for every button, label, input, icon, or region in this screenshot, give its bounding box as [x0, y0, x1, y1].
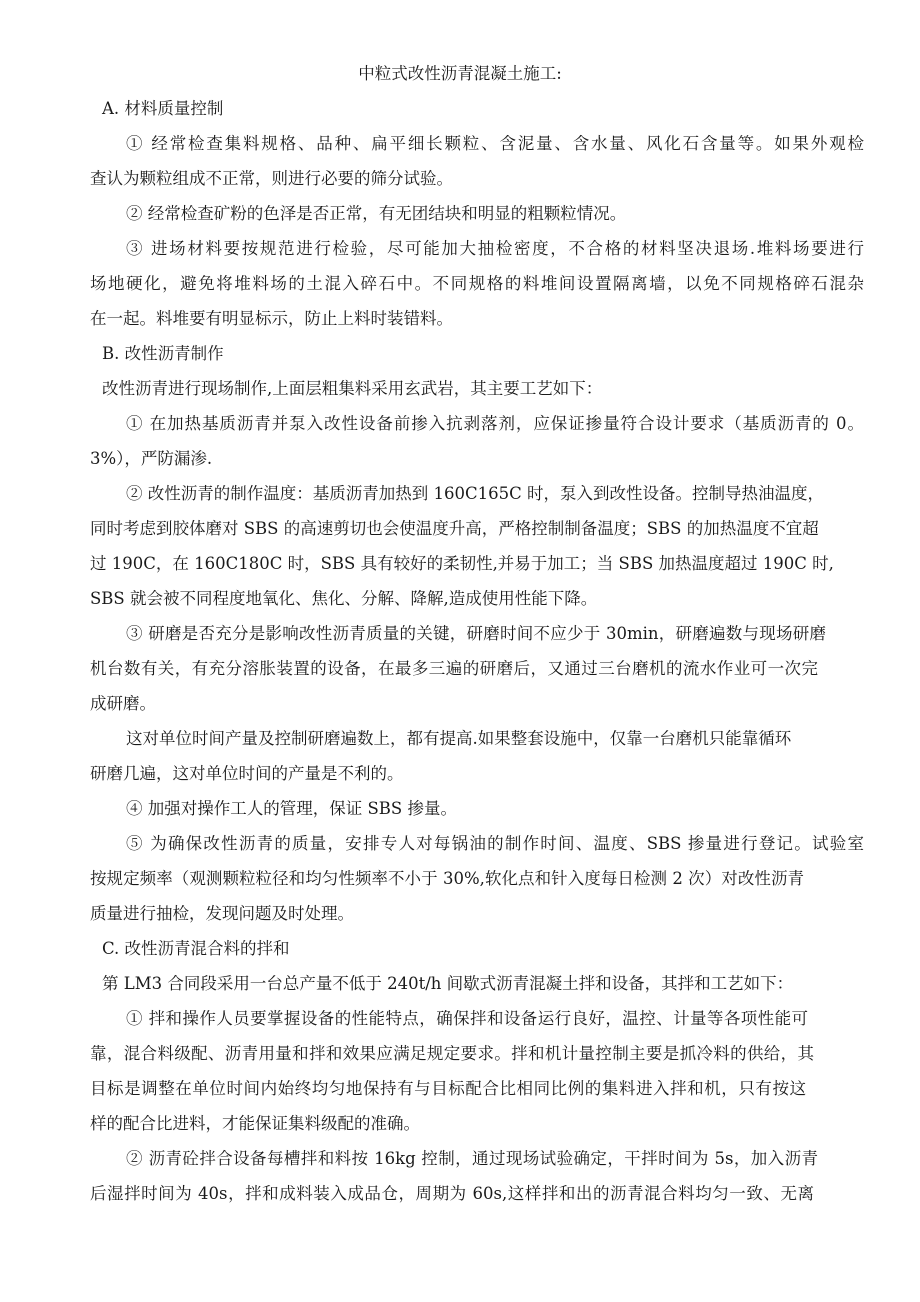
paragraph-line: 目标是调整在单位时间内始终均匀地保持有与目标配合比相同比例的集料进入拌和机，只有按这	[90, 1079, 806, 1098]
paragraph-line: 改性沥青进行现场制作,上面层粗集料采用玄武岩，其主要工艺如下：	[102, 379, 603, 398]
paragraph-line: ② 经常检查矿粉的色泽是否正常，有无团结块和明显的粗颗粒情况。	[126, 204, 627, 223]
paragraph-line: SBS 就会被不同程度地氧化、焦化、分解、降解,造成使用性能下降。	[90, 589, 598, 608]
paragraph-line: 这对单位时间产量及控制研磨遍数上，都有提高.如果整套设施中，仅靠一台磨机只能靠循环	[126, 729, 792, 748]
paragraph-line: ② 改性沥青的制作温度：基质沥青加热到 160C165C 时，泵入到改性设备。控制导热油温度，	[126, 484, 824, 503]
document-title: 中粒式改性沥青混凝土施工:	[358, 64, 562, 83]
paragraph-line: ① 在加热基质沥青并泵入改性设备前掺入抗剥落剂，应保证掺量符合设计要求（基质沥青的 0。	[126, 414, 864, 433]
paragraph-line: 同时考虑到胶体磨对 SBS 的高速剪切也会使温度升高，严格控制制备温度；SBS 的加热温度不宜超	[90, 519, 819, 538]
paragraph-line: 研磨几遍，这对单位时间的产量是不利的。	[90, 764, 404, 783]
paragraph-line: 靠，混合料级配、沥青用量和拌和效果应满足规定要求。拌和机计量控制主要是抓冷料的供给，其	[90, 1044, 814, 1063]
paragraph-line: ⑤ 为确保改性沥青的质量，安排专人对每锅油的制作时间、温度、SBS 掺量进行登记。试验室	[126, 834, 864, 853]
paragraph-line: ③ 进场材料要按规范进行检验，尽可能加大抽检密度，不合格的材料坚决退场.堆料场要进行	[126, 239, 864, 258]
paragraph-line: 第 LM3 合同段采用一台总产量不低于 240t/h 间歇式沥青混凝土拌和设备，其拌和工艺如下：	[102, 974, 794, 993]
paragraph-line: 在一起。料堆要有明显标示，防止上料时装错料。	[90, 309, 453, 328]
paragraph-line: ① 拌和操作人员要掌握设备的性能特点，确保拌和设备运行良好，温控、计量等各项性能可	[126, 1009, 808, 1028]
paragraph-line: 样的配合比进料，才能保证集料级配的准确。	[90, 1114, 420, 1133]
paragraph-line: 按规定频率（观测颗粒粒径和均匀性频率不小于 30%,软化点和针入度每日检测 2 次）对改性沥青	[90, 869, 804, 888]
paragraph-line: B. 改性沥青制作	[102, 344, 224, 363]
paragraph-line: 成研磨。	[90, 694, 156, 713]
paragraph-line: ③ 研磨是否充分是影响改性沥青质量的关键，研磨时间不应少于 30min，研磨遍数与现场研磨	[126, 624, 826, 643]
paragraph-line: 查认为颗粒组成不正常，则进行必要的筛分试验。	[90, 169, 453, 188]
paragraph-line: 质量进行抽检，发现问题及时处理。	[90, 904, 354, 923]
paragraph-line: 后湿拌时间为 40s，拌和成料装入成品仓，周期为 60s,这样拌和出的沥青混合料均匀一致、无离	[90, 1184, 814, 1203]
paragraph-line: 过 190C，在 160C180C 时，SBS 具有较好的柔韧性,并易于加工；当 SBS 加热温度超过 190C 时,	[90, 554, 834, 573]
paragraph-line: 机台数有关，有充分溶胀装置的设备，在最多三遍的研磨后，又通过三台磨机的流水作业可一次完	[90, 659, 818, 678]
paragraph-line: A. 材料质量控制	[102, 99, 224, 118]
paragraph-line: ② 沥青砼拌合设备每槽拌和料按 16kg 控制，通过现场试验确定，干拌时间为 5s，加入沥青	[126, 1149, 818, 1168]
paragraph-line: 场地硬化，避免将堆料场的土混入碎石中。不同规格的料堆间设置隔离墙，以免不同规格碎石混杂	[90, 274, 864, 293]
paragraph-line: 3%），严防漏渗.	[90, 449, 213, 468]
paragraph-line: ① 经常检查集料规格、品种、扁平细长颗粒、含泥量、含水量、风化石含量等。如果外观检	[126, 134, 864, 153]
paragraph-line: C. 改性沥青混合料的拌和	[102, 939, 290, 958]
paragraph-line: ④ 加强对操作工人的管理，保证 SBS 掺量。	[126, 799, 457, 818]
